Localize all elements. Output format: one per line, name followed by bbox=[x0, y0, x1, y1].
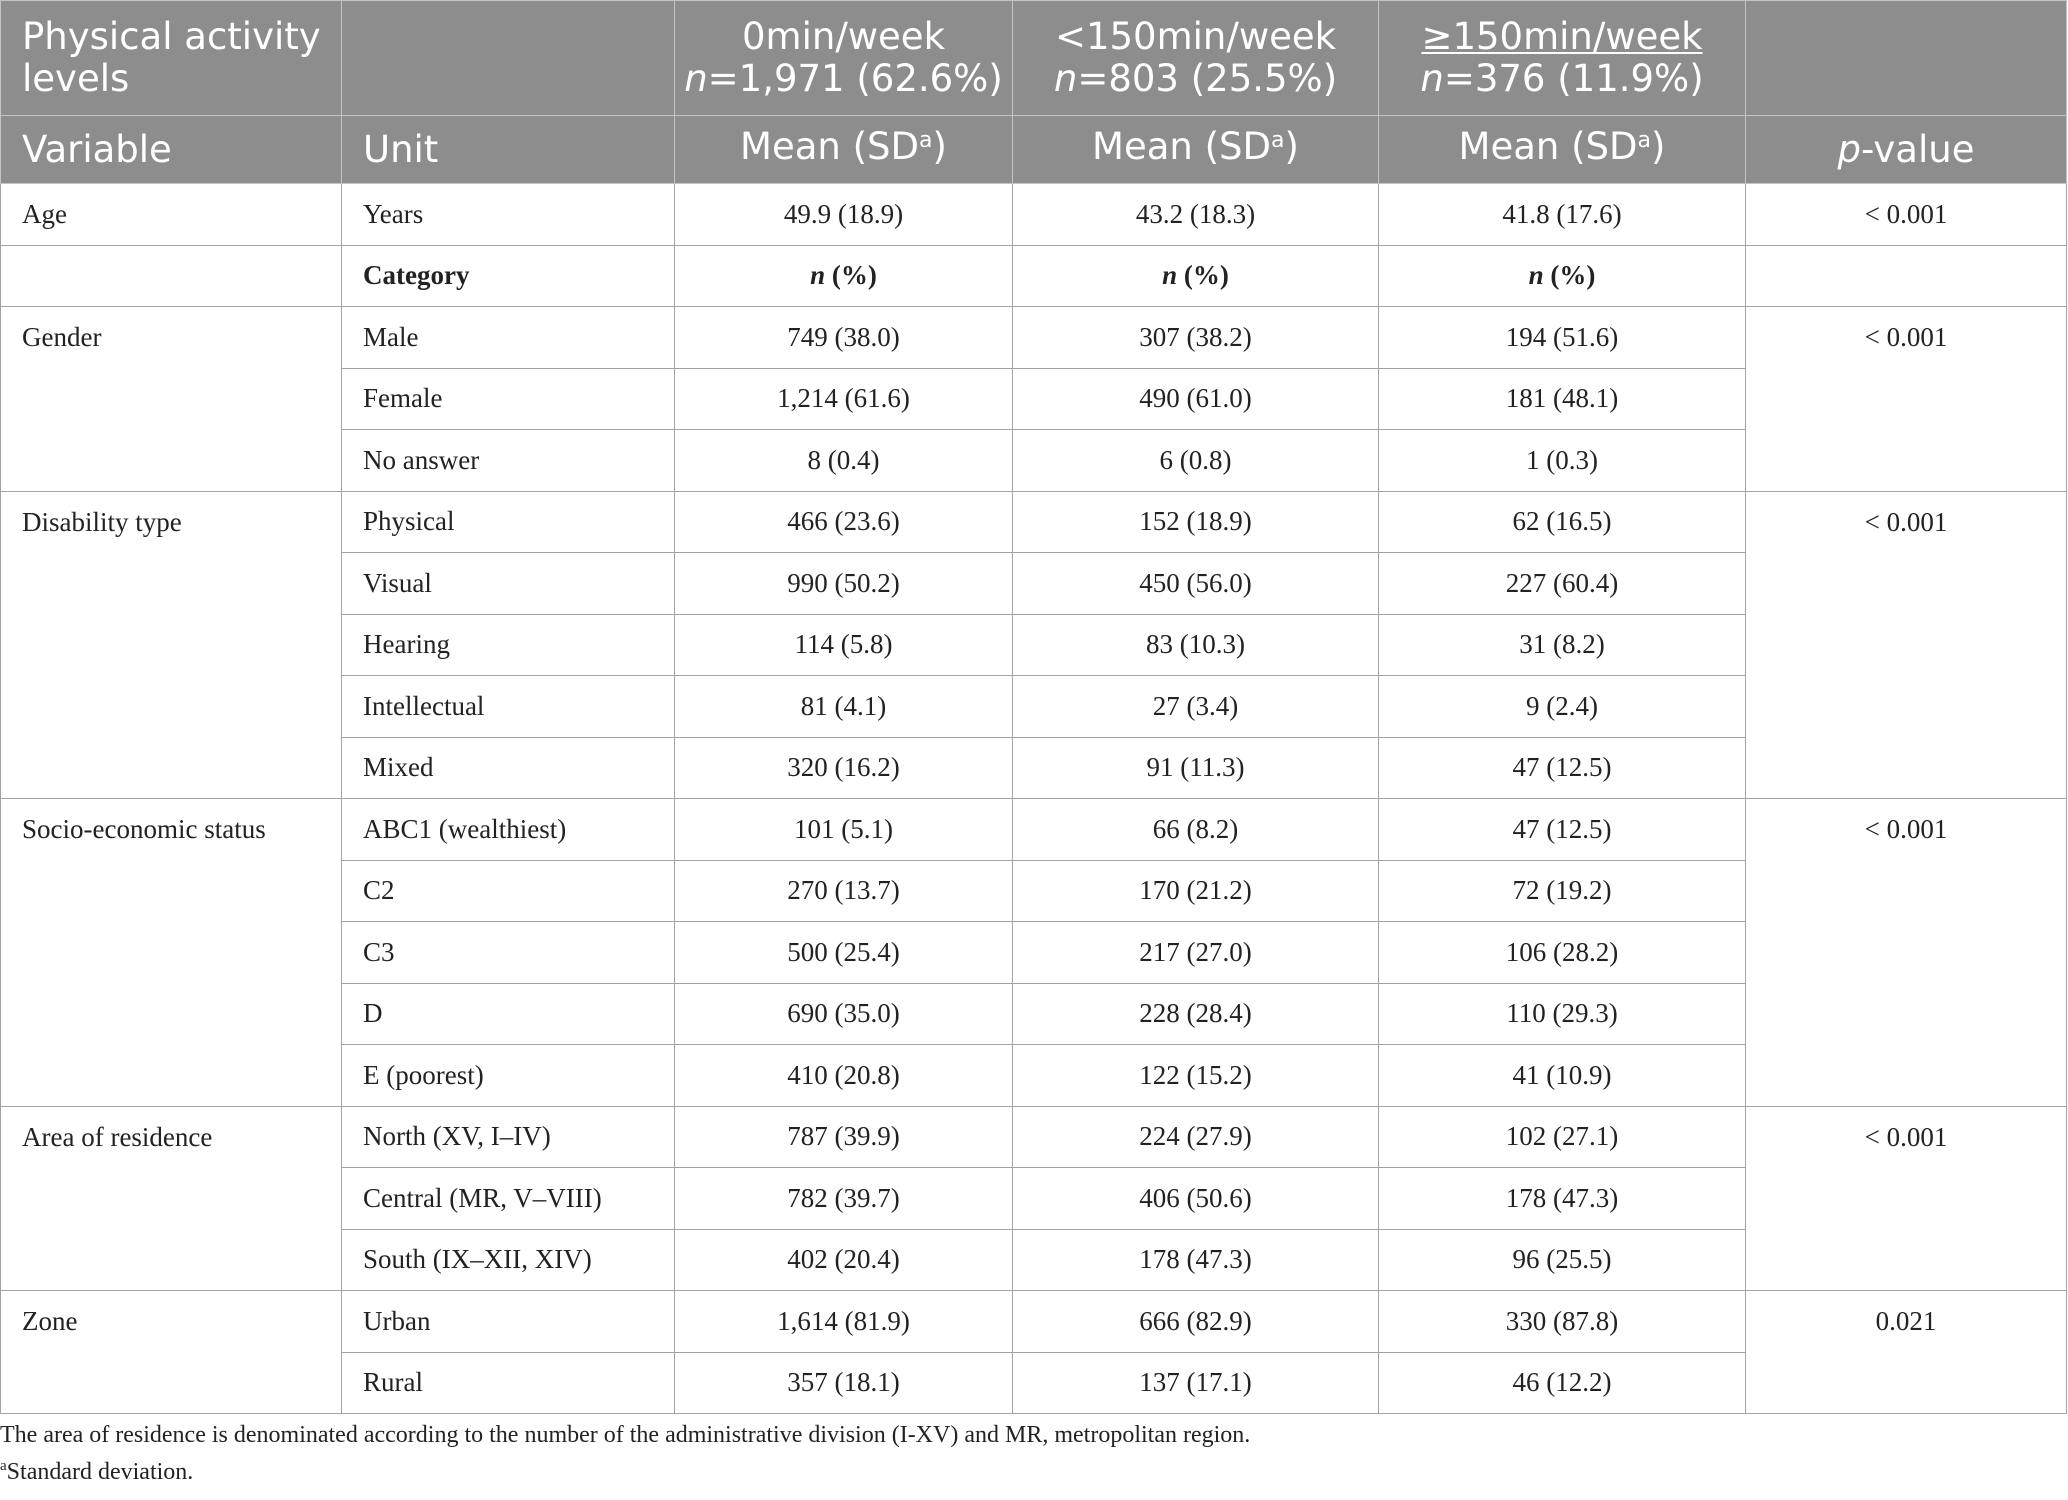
category-cell: Visual bbox=[342, 553, 675, 615]
category-cell: Female bbox=[342, 368, 675, 430]
p-value-cell: < 0.001 bbox=[1746, 307, 2067, 492]
table-row bbox=[1, 799, 2067, 861]
value-cell: 357 (18.1) bbox=[675, 1352, 1013, 1414]
value-cell: 666 (82.9) bbox=[1013, 1291, 1379, 1353]
empty-cell bbox=[1, 245, 342, 307]
value-cell: 66 (8.2) bbox=[1013, 799, 1379, 861]
table-row bbox=[1, 307, 2067, 369]
mean-sd-header: Mean $(SD^a)$ bbox=[1013, 116, 1379, 184]
value-cell: 178 (47.3) bbox=[1379, 1168, 1746, 1230]
group-header-2 bbox=[1379, 1, 1746, 116]
value-cell: 101 (5.1) bbox=[675, 799, 1013, 861]
category-cell: Urban bbox=[342, 1291, 675, 1353]
variable-cell: Disability type bbox=[1, 491, 342, 799]
value-cell: 49.9 (18.9) bbox=[675, 184, 1013, 246]
category-cell: Male bbox=[342, 307, 675, 369]
value-cell: 46 (12.2) bbox=[1379, 1352, 1746, 1414]
variable-cell: Age bbox=[1, 184, 342, 246]
value-cell: 194 (51.6) bbox=[1379, 307, 1746, 369]
group-n-2: n=376 (11.9%) bbox=[1420, 57, 1704, 100]
category-cell: C2 bbox=[342, 860, 675, 922]
category-cell: Hearing bbox=[342, 614, 675, 676]
n-percent-label: n (%) bbox=[1013, 245, 1379, 307]
p-value-header: p-value bbox=[1746, 116, 2067, 184]
empty-header-cell bbox=[342, 1, 675, 116]
value-cell: 47 (12.5) bbox=[1379, 799, 1746, 861]
category-cell: D bbox=[342, 983, 675, 1045]
p-value-cell: 0.021 bbox=[1746, 1291, 2067, 1414]
empty-cell bbox=[1746, 245, 2067, 307]
category-cell: No answer bbox=[342, 430, 675, 492]
value-cell: 83 (10.3) bbox=[1013, 614, 1379, 676]
value-cell: 137 (17.1) bbox=[1013, 1352, 1379, 1414]
table-row bbox=[1, 1106, 2067, 1168]
value-cell: 228 (28.4) bbox=[1013, 983, 1379, 1045]
table-row bbox=[1, 491, 2067, 553]
group-label-0: 0min/week bbox=[742, 15, 945, 58]
category-cell: Mixed bbox=[342, 737, 675, 799]
value-cell: 106 (28.2) bbox=[1379, 922, 1746, 984]
table-row bbox=[1, 1291, 2067, 1353]
footnote-area: The area of residence is denominated according to the number of the administrative division (I-XV) and MR, metropolitan region. bbox=[0, 1422, 1251, 1448]
value-cell: 27 (3.4) bbox=[1013, 676, 1379, 738]
category-cell: South (IX–XII, XIV) bbox=[342, 1229, 675, 1291]
group-label-1: <150min/week bbox=[1054, 15, 1337, 58]
value-cell: 31 (8.2) bbox=[1379, 614, 1746, 676]
category-cell: Central (MR, V–VIII) bbox=[342, 1168, 675, 1230]
unit-header: Unit bbox=[342, 116, 675, 184]
value-cell: 990 (50.2) bbox=[675, 553, 1013, 615]
p-value-cell: < 0.001 bbox=[1746, 491, 2067, 799]
group-n-1: n=803 (25.5%) bbox=[1053, 57, 1338, 100]
n-percent-label: n (%) bbox=[1379, 245, 1746, 307]
p-value-cell: < 0.001 bbox=[1746, 1106, 2067, 1291]
table-row-age bbox=[1, 184, 2067, 246]
value-cell: 9 (2.4) bbox=[1379, 676, 1746, 738]
value-cell: 122 (15.2) bbox=[1013, 1045, 1379, 1107]
value-cell: 8 (0.4) bbox=[675, 430, 1013, 492]
value-cell: 114 (5.8) bbox=[675, 614, 1013, 676]
table-row-category-header bbox=[1, 245, 2067, 307]
value-cell: 782 (39.7) bbox=[675, 1168, 1013, 1230]
header-row-columns bbox=[1, 116, 2067, 184]
value-cell: 41.8 (17.6) bbox=[1379, 184, 1746, 246]
n-percent-label: n (%) bbox=[675, 245, 1013, 307]
value-cell: 152 (18.9) bbox=[1013, 491, 1379, 553]
category-cell: North (XV, I–IV) bbox=[342, 1106, 675, 1168]
group-header-1 bbox=[1013, 1, 1379, 116]
variable-cell: Area of residence bbox=[1, 1106, 342, 1291]
variable-cell: Gender bbox=[1, 307, 342, 492]
value-cell: 490 (61.0) bbox=[1013, 368, 1379, 430]
value-cell: 410 (20.8) bbox=[675, 1045, 1013, 1107]
mean-sd-header: Mean $(SD^a)$ bbox=[675, 116, 1013, 184]
activity-levels-header: Physical activity levels bbox=[1, 1, 342, 116]
value-cell: 81 (4.1) bbox=[675, 676, 1013, 738]
value-cell: 62 (16.5) bbox=[1379, 491, 1746, 553]
category-cell: Physical bbox=[342, 491, 675, 553]
value-cell: 749 (38.0) bbox=[675, 307, 1013, 369]
value-cell: 270 (13.7) bbox=[675, 860, 1013, 922]
group-header-0 bbox=[675, 1, 1013, 116]
category-label: Category bbox=[342, 245, 675, 307]
value-cell: 96 (25.5) bbox=[1379, 1229, 1746, 1291]
category-cell: C3 bbox=[342, 922, 675, 984]
value-cell: 181 (48.1) bbox=[1379, 368, 1746, 430]
category-cell: Intellectual bbox=[342, 676, 675, 738]
value-cell: 170 (21.2) bbox=[1013, 860, 1379, 922]
mean-sd-header: Mean $(SD^a)$ bbox=[1379, 116, 1746, 184]
variable-cell: Socio-economic status bbox=[1, 799, 342, 1107]
category-cell: ABC1 (wealthiest) bbox=[342, 799, 675, 861]
value-cell: 466 (23.6) bbox=[675, 491, 1013, 553]
footnote-sd: $^a$Standard deviation. bbox=[0, 1458, 194, 1485]
value-cell: 178 (47.3) bbox=[1013, 1229, 1379, 1291]
value-cell: 787 (39.9) bbox=[675, 1106, 1013, 1168]
value-cell: 1 (0.3) bbox=[1379, 430, 1746, 492]
value-cell: 227 (60.4) bbox=[1379, 553, 1746, 615]
category-cell: Rural bbox=[342, 1352, 675, 1414]
value-cell: 330 (87.8) bbox=[1379, 1291, 1746, 1353]
p-value-cell: < 0.001 bbox=[1746, 184, 2067, 246]
variable-cell: Zone bbox=[1, 1291, 342, 1414]
value-cell: 1,614 (81.9) bbox=[675, 1291, 1013, 1353]
value-cell: 102 (27.1) bbox=[1379, 1106, 1746, 1168]
value-cell: 224 (27.9) bbox=[1013, 1106, 1379, 1168]
value-cell: 450 (56.0) bbox=[1013, 553, 1379, 615]
value-cell: 6 (0.8) bbox=[1013, 430, 1379, 492]
value-cell: 307 (38.2) bbox=[1013, 307, 1379, 369]
unit-cell: Years bbox=[342, 184, 675, 246]
value-cell: 406 (50.6) bbox=[1013, 1168, 1379, 1230]
group-n-0: n=1,971 (62.6%) bbox=[684, 57, 1003, 100]
value-cell: 690 (35.0) bbox=[675, 983, 1013, 1045]
value-cell: 43.2 (18.3) bbox=[1013, 184, 1379, 246]
p-value-cell: < 0.001 bbox=[1746, 799, 2067, 1107]
value-cell: 91 (11.3) bbox=[1013, 737, 1379, 799]
value-cell: 110 (29.3) bbox=[1379, 983, 1746, 1045]
value-cell: 72 (19.2) bbox=[1379, 860, 1746, 922]
variable-header: Variable bbox=[1, 116, 342, 184]
value-cell: 320 (16.2) bbox=[675, 737, 1013, 799]
empty-header-cell bbox=[1746, 1, 2067, 116]
category-cell: E (poorest) bbox=[342, 1045, 675, 1107]
value-cell: 500 (25.4) bbox=[675, 922, 1013, 984]
header-row-activity bbox=[1, 1, 2067, 116]
value-cell: 47 (12.5) bbox=[1379, 737, 1746, 799]
group-label-2: ≥150min/week bbox=[1421, 15, 1703, 58]
value-cell: 41 (10.9) bbox=[1379, 1045, 1746, 1107]
value-cell: 1,214 (61.6) bbox=[675, 368, 1013, 430]
value-cell: 402 (20.4) bbox=[675, 1229, 1013, 1291]
value-cell: 217 (27.0) bbox=[1013, 922, 1379, 984]
